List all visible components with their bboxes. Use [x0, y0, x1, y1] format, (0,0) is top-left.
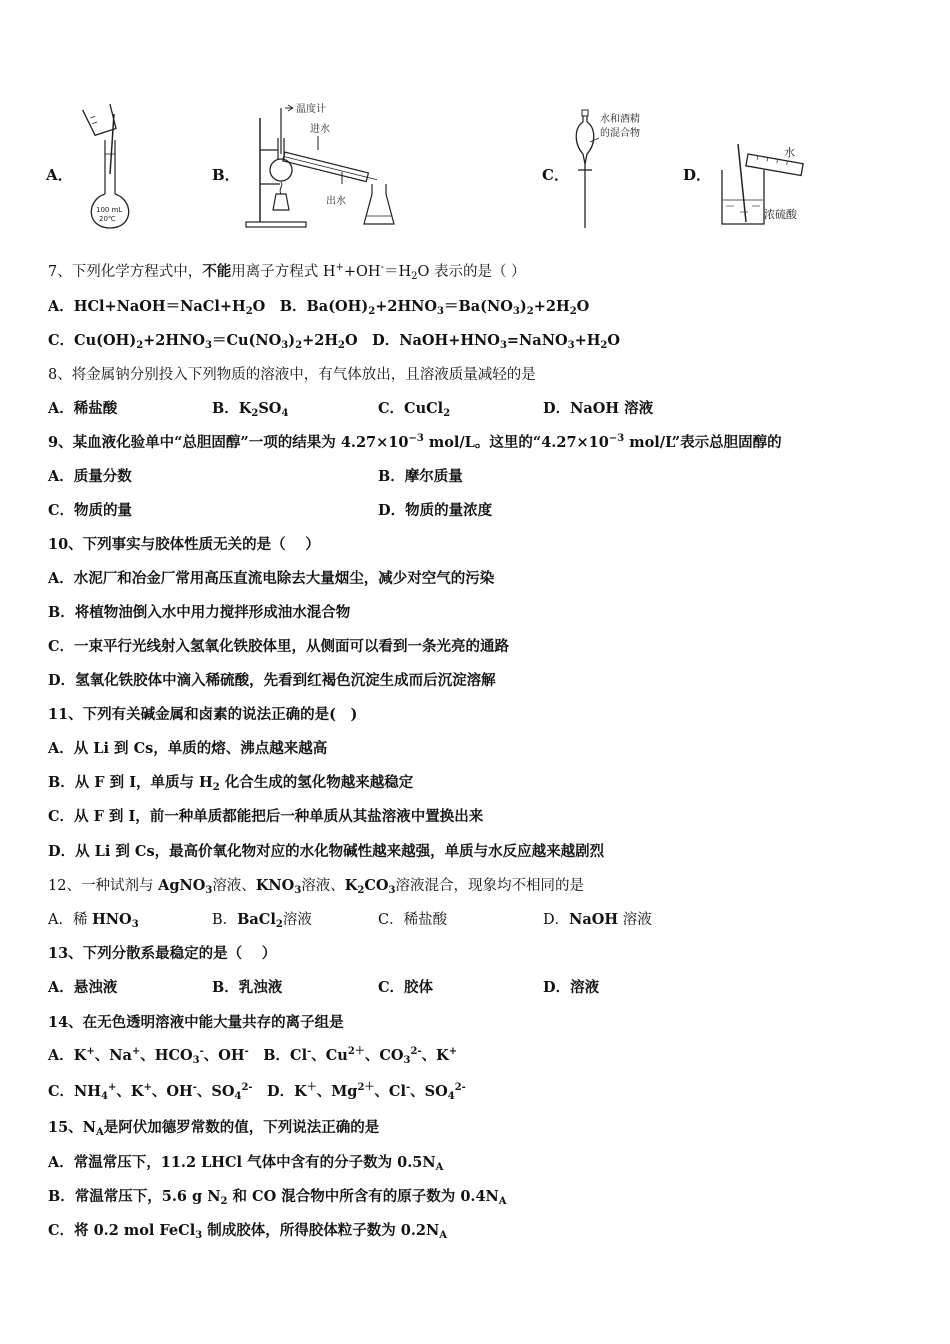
q8-stem: 8、将金属钠分别投入下列物质的溶液中，有气体放出，且溶液质量减轻的是: [48, 367, 536, 383]
mixture-label-1: 水和酒精: [600, 114, 640, 125]
q7-stem: 7、下列化学方程式中，不能用离子方程式 $H^++OH^-=H_2O$ 表示的是（ ）: [48, 262, 526, 282]
q10-option-d: D．氢氧化铁胶体中滴入稀硫酸，先看到红褐色沉淀生成而后沉淀溶解: [48, 672, 496, 689]
q7-options-cd: C．$Cu(OH)_2+2HNO_3=Cu(NO_3)_2+2H_2O$ D．$NaOH+HNO_3=NaNO_3+H_2O$: [48, 332, 621, 351]
water-out-label: 出水: [326, 196, 346, 207]
q8-option-a: A．稀盐酸: [48, 400, 118, 417]
q14-options-ab: A．K+、Na+、$HCO_3^-$、OH- B．Cl-、$Cu^{2+}$、$CO_3^{2-}$、K+: [48, 1046, 458, 1066]
q13-option-a: A．悬浊液: [48, 979, 118, 996]
q12-option-a: A．稀 $HNO_3$: [48, 911, 139, 930]
figure-a-label: A．: [46, 166, 73, 184]
figure-d-dilution: [712, 140, 822, 230]
figure-c-label: C．: [542, 166, 569, 184]
figure-d-label: D．: [683, 166, 712, 184]
q9-option-b: B．摩尔质量: [378, 468, 463, 485]
q15-option-b: B．常温常压下，5.6 g $N_2$ 和 CO 混合物中所含有的原子数为 $0.4N_A$: [48, 1188, 507, 1207]
q14-stem: 14、在无色透明溶液中能大量共存的离子组是: [48, 1014, 344, 1031]
q10-option-b: B．将植物油倒入水中用力搅拌形成油水混合物: [48, 604, 351, 621]
q9-option-c: C．物质的量: [48, 502, 133, 519]
q11-option-d: D．从 Li 到 Cs，最高价氧化物对应的水化物碱性越来越强，单质与水反应越来越剧烈: [48, 843, 605, 860]
q15-option-a: A．常温常压下，11.2 LHCl 气体中含有的分子数为 $0.5N_A$: [48, 1154, 444, 1173]
thermometer-label: 温度计: [296, 104, 326, 115]
q9-option-d: D．物质的量浓度: [378, 502, 493, 519]
q8-option-b: B．$K_2SO_4$: [212, 400, 289, 419]
q13-option-c: C．胶体: [378, 979, 434, 996]
figure-b-label: B．: [212, 166, 240, 184]
q8-option-c: C．CuCl$_2$: [378, 400, 451, 419]
mixture-label-2: 的混合物: [600, 128, 640, 139]
q7-options-ab: A．$HCl+NaOH=NaCl+H_2O$ B．$Ba(OH)_2+2HNO_3=Ba(NO_3)_2+2H_2O$: [48, 298, 590, 317]
water-in-label: 进水: [310, 124, 330, 135]
q12-option-c: C．稀盐酸: [378, 912, 448, 928]
figure-b-distillation: [238, 98, 408, 230]
q11-option-c: C．从 F 到 I，前一种单质都能把后一种单质从其盐溶液中置换出来: [48, 808, 484, 825]
q9-option-a: A．质量分数: [48, 468, 132, 485]
q12-option-d: D．NaOH 溶液: [543, 911, 652, 928]
q13-option-d: D．溶液: [543, 979, 600, 996]
q15-option-c: C．将 0.2 mol FeCl$_3$ 制成胶体，所得胶体粒子数为 $0.2N_A$: [48, 1222, 448, 1241]
water-label: 水: [784, 146, 795, 159]
q11-stem: 11、下列有关碱金属和卤素的说法正确的是( ): [48, 706, 358, 723]
q13-stem: 13、下列分散系最稳定的是（ ）: [48, 945, 277, 962]
q15-stem: 15、$N_A$是阿伏加德罗常数的值，下列说法正确的是: [48, 1119, 380, 1138]
q11-option-a: A．从 Li 到 Cs，单质的熔、沸点越来越高: [48, 740, 328, 757]
q8-option-d: D．NaOH 溶液: [543, 400, 654, 417]
q13-option-b: B．乳浊液: [212, 979, 283, 996]
q10-stem: 10、下列事实与胶体性质无关的是（ ）: [48, 536, 320, 553]
q12-option-b: B．BaCl$_2$溶液: [212, 911, 312, 930]
q10-option-c: C．一束平行光线射入氢氧化铁胶体里，从侧面可以看到一条光亮的通路: [48, 638, 510, 655]
q9-stem: 9、某血液化验单中“总胆固醇”一项的结果为 $4.27\times 10^{-3}$ mol/L。这里的“$4.27\times 10^{-3}$ mol/L”表示总胆固醇的: [48, 433, 782, 451]
flask-label-volume: 100 mL: [96, 206, 123, 214]
flask-label-temp: 20℃: [99, 215, 116, 223]
figure-a-volumetric-flask: [72, 104, 142, 232]
q14-options-cd: C．$NH_4^+$、K+、OH-、$SO_4^{2-}$ D．K＋、$Mg^{2+}$、Cl-、$SO_4^{2-}$: [48, 1082, 466, 1102]
acid-label: 浓硫酸: [764, 208, 797, 221]
figure-c-separatory-funnel: [566, 108, 666, 232]
q11-option-b: B．从 F 到 I，单质与 $H_2$ 化合生成的氢化物越来越稳定: [48, 774, 414, 793]
q12-stem: 12、一种试剂与 AgNO$_3$溶液、$KNO_3$溶液、$K_2CO_3$溶液混合，现象均不相同的是: [48, 877, 584, 896]
q10-option-a: A．水泥厂和冶金厂常用高压直流电除去大量烟尘，减少对空气的污染: [48, 570, 495, 587]
